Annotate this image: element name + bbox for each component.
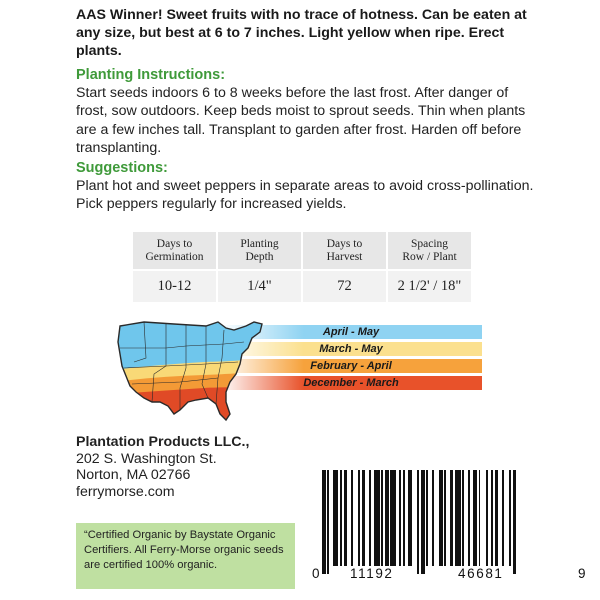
barcode-bar [426, 470, 428, 566]
barcode-bar [358, 470, 360, 566]
barcode-bar [344, 470, 348, 566]
barcode-bar [403, 470, 405, 566]
barcode-bar [327, 470, 329, 574]
growing-info-table [133, 232, 471, 302]
barcode-bar [362, 470, 366, 566]
company-street: 202 S. Washington St. [76, 450, 217, 467]
company-address-block [76, 434, 249, 500]
table-header: Planting Depth [218, 232, 301, 269]
zone-band-march-may: March - May [220, 342, 482, 356]
zone-band-february-april: February - April [220, 359, 482, 373]
barcode-bar [340, 470, 342, 566]
barcode-bar [333, 470, 338, 566]
table-column-germination [133, 232, 216, 302]
barcode-bar [439, 470, 443, 566]
table-column-harvest [303, 232, 386, 302]
barcode-bar [486, 470, 488, 566]
barcode-bar [455, 470, 460, 566]
company-city: Norton, MA 02766 [76, 467, 191, 483]
barcode-bar [381, 470, 383, 566]
table-header: Days to Harvest [303, 232, 386, 269]
barcode-bar [432, 470, 434, 566]
us-map-graphic [114, 318, 270, 428]
upc-barcode [312, 464, 590, 592]
barcode-bar [450, 470, 454, 566]
barcode-bar [399, 470, 401, 566]
table-cell-days-to-germination: 10-12 [133, 271, 216, 302]
table-column-spacing [388, 232, 471, 302]
barcode-bar [468, 470, 470, 566]
suggestions-heading: Suggestions: [76, 160, 168, 176]
barcode-bar [473, 470, 477, 566]
barcode-bar [462, 470, 464, 566]
barcode-bar [322, 470, 326, 574]
barcode-bar [513, 470, 517, 574]
barcode-bar [495, 470, 499, 566]
us-planting-zone-map [114, 318, 270, 428]
barcode-bar [390, 470, 395, 566]
barcode-bar [369, 470, 371, 566]
barcode-bar [509, 470, 511, 566]
planting-instructions-heading: Planting Instructions: [76, 67, 226, 83]
suggestions-text: Plant hot and sweet peppers in separate areas to avoid cross-pollination. Pick peppers regularly for increased yields. [76, 178, 534, 213]
barcode-bar [385, 470, 389, 566]
zone-band-december-march: December - March [220, 376, 482, 390]
barcode-digit-last: 9 [578, 566, 588, 581]
table-column-depth [218, 232, 301, 302]
barcode-bar [444, 470, 446, 566]
zone-band-april-may: April - May [220, 325, 482, 339]
planting-instructions-text: Start seeds indoors 6 to 8 weeks before the last frost. After danger of frost, sow outdoors. Keep beds moist to sprout seeds. Thin when plants are a few inches tall. Transplant to garden after frost. Harden off before transplanting. [76, 85, 526, 156]
barcode-group-right: 46681 [458, 566, 504, 581]
barcode-bar [351, 470, 353, 566]
barcode-bar [502, 470, 504, 566]
barcode-bar [408, 470, 412, 566]
table-cell-spacing: 2 1/2' / 18" [388, 271, 471, 302]
barcode-bar [421, 470, 425, 574]
barcode-bar [479, 470, 481, 566]
company-name: Plantation Products LLC., [76, 434, 250, 450]
barcode-bars [322, 470, 582, 566]
barcode-group-left: 11192 [350, 566, 394, 581]
barcode-bar [417, 470, 419, 574]
variety-description: AAS Winner! Sweet fruits with no trace of hotness. Can be eaten at any size, but best at 6 to 7 inches. Light yellow when ripe. Erect plants. [76, 7, 527, 59]
table-header: Spacing Row / Plant [388, 232, 471, 269]
organic-certification-note: “Certified Organic by Baystate Organic Certifiers. All Ferry-Morse organic seeds are certified 100% organic. [76, 523, 295, 589]
company-website: ferrymorse.com [76, 483, 175, 500]
table-cell-planting-depth: 1/4" [218, 271, 301, 302]
table-header: Days to Germination [133, 232, 216, 269]
table-cell-days-to-harvest: 72 [303, 271, 386, 302]
barcode-bar [491, 470, 493, 566]
barcode-digit-first: 0 [312, 566, 322, 581]
barcode-bar [374, 470, 379, 566]
